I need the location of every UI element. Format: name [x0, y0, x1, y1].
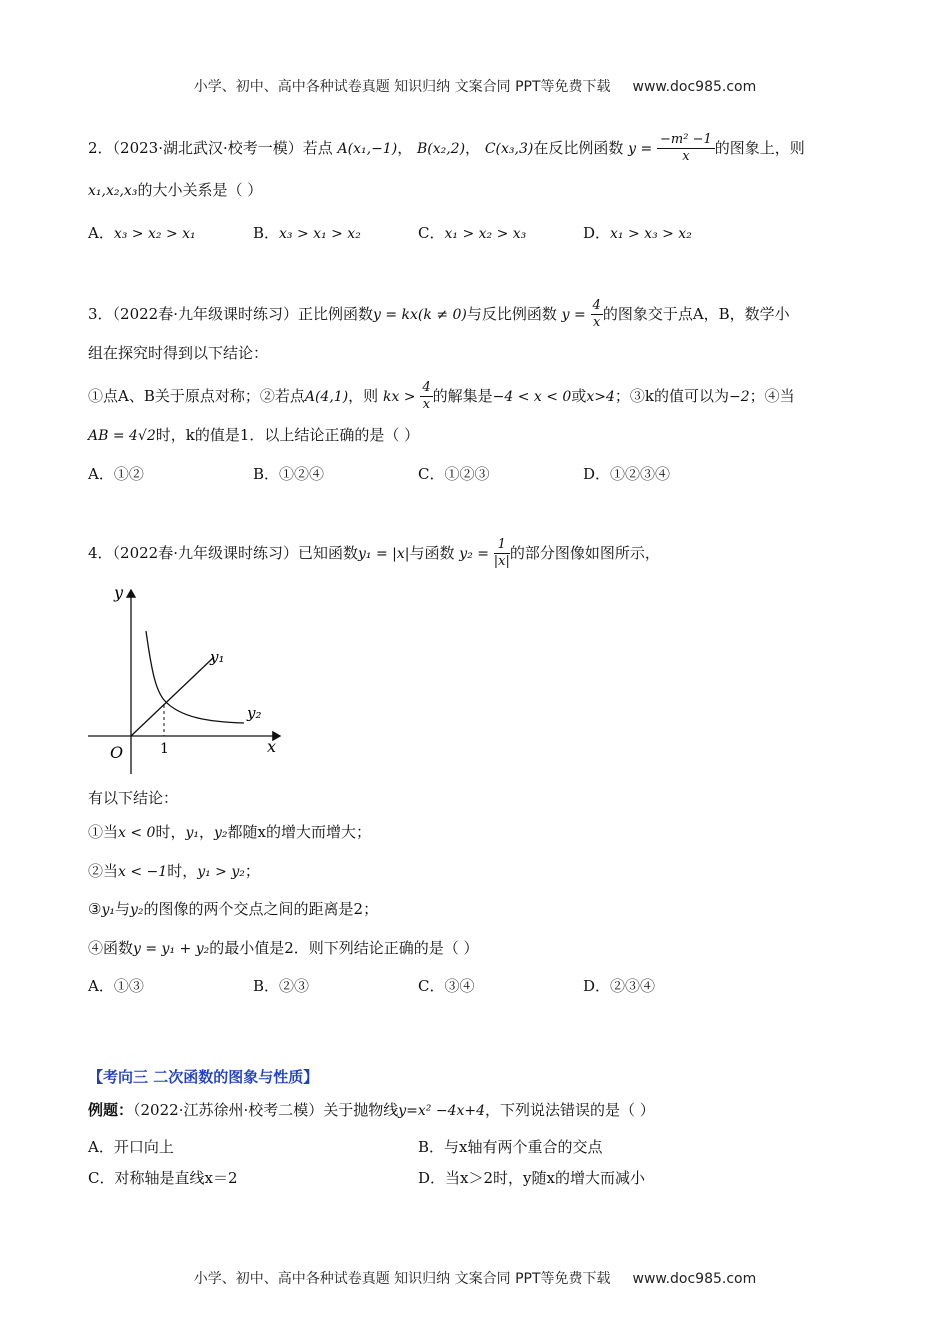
- example-label: 例题：: [88, 1101, 134, 1119]
- q2-option-b[interactable]: B．x₃ > x₁ > x₂: [253, 224, 361, 242]
- example-line: [88, 1101, 655, 1121]
- q3-func2-fraction: [591, 298, 603, 332]
- q4-conclusion-3: ③y₁与y₂的图像的两个交点之间的距离是2；: [88, 900, 379, 918]
- q4-func2-numerator: 1: [494, 537, 510, 554]
- q4-func2-fraction: [494, 537, 510, 571]
- q4-line1: [88, 537, 660, 571]
- example-option-c[interactable]: C．对称轴是直线x＝2: [88, 1169, 238, 1187]
- q3-func2-lhs: y =: [561, 306, 586, 323]
- q3-l3-a: ①点A、B关于原点对称；②若点: [88, 386, 305, 405]
- example-option-d[interactable]: D．当x＞2时，y随x的增大而减小: [418, 1169, 645, 1187]
- q2-line2: [88, 181, 262, 201]
- y2-label: y₂: [247, 704, 262, 722]
- q3-l3-f: ；④当: [749, 386, 795, 405]
- q2-func-numerator: −m² −1: [657, 132, 715, 149]
- q2-point-c: C(x₃,3): [484, 140, 534, 157]
- q3-func2-numerator: 4: [591, 298, 603, 315]
- q2-vars: x₁,x₂,x₃: [88, 183, 138, 199]
- y2-curve: [146, 631, 244, 723]
- q3-ineq-denominator: x: [422, 397, 431, 413]
- q4-graph: [84, 578, 294, 778]
- q2-line1: 2．（2023·湖北武汉·校考一模）若点 A(x₁,−1)， B(x₂,2)， C(x₃,3)在反比例函数 y = $\frac{\text{−m² −1}}{x}$ 的图象上，则: [88, 132, 805, 165]
- q3-l3-b: ，则: [348, 386, 379, 405]
- q2-question: 的大小关系是（ ）: [137, 181, 263, 199]
- q2-point-b: B(x₂,2): [416, 140, 466, 157]
- q3-question: 时，k的值是1．以上结论正确的是（ ）: [155, 426, 420, 444]
- q3-ineq-fraction: [420, 380, 432, 414]
- section-title: 【考向三 二次函数的图象与性质】: [88, 1068, 319, 1086]
- q3-line2: 组在探究时得到以下结论：: [88, 344, 269, 362]
- q3-line3: [88, 380, 795, 414]
- q3-l3-d: 或: [571, 386, 587, 405]
- q3-func2-denominator: x: [593, 315, 601, 331]
- footer-text: 小学、初中、高中各种试卷真题 知识归纳 文案合同 PPT等免费下载: [193, 1271, 611, 1287]
- page-header: [0, 76, 950, 96]
- q4-option-b[interactable]: B．②③: [253, 977, 310, 995]
- q4-func2-lhs: y₂ =: [459, 545, 489, 562]
- footer-url[interactable]: www.doc985.com: [632, 1271, 757, 1287]
- q4-suffix: 的部分图像如图所示，: [509, 543, 660, 562]
- header-url[interactable]: www.doc985.com: [632, 79, 757, 95]
- q4-conclusion-1: ①当x < 0时，y₁，y₂都随x的增大而增大；: [88, 823, 372, 841]
- example-stem: （2022·江苏徐州·校考二模）关于抛物线: [133, 1101, 399, 1119]
- header-text: 小学、初中、高中各种试卷真题 知识归纳 文案合同 PPT等免费下载: [193, 79, 611, 95]
- q2-option-d[interactable]: D．x₁ > x₃ > x₂: [583, 224, 692, 242]
- q3-line1: [88, 298, 790, 332]
- example-equation: y=x² −4x+4: [398, 1103, 486, 1119]
- x-axis-label: x: [267, 737, 277, 756]
- q3-k-value: −2: [728, 388, 750, 405]
- origin-label: O: [110, 743, 124, 762]
- q3-solution-1: −4 < x < 0: [492, 388, 572, 405]
- q3-option-a[interactable]: A．①②: [88, 465, 144, 483]
- q3-ineq-lhs: kx >: [382, 388, 416, 405]
- example-option-b[interactable]: B．与x轴有两个重合的交点: [418, 1138, 603, 1156]
- q2-option-c[interactable]: C．x₁ > x₂ > x₃: [418, 224, 527, 242]
- q2-stem: 2．（2023·湖北武汉·校考一模）若点: [88, 138, 333, 157]
- y-axis-label: y: [114, 583, 124, 602]
- example-option-a[interactable]: A．开口向上: [88, 1138, 174, 1156]
- q4-intro: 有以下结论：: [88, 789, 179, 807]
- q2-mid: 在反比例函数: [533, 138, 624, 157]
- y1-label: y₁: [210, 648, 225, 666]
- q3-mid: 与反比例函数: [466, 304, 557, 323]
- q3-option-b[interactable]: B．①②④: [253, 465, 325, 483]
- q3-option-d[interactable]: D．①②③④: [583, 465, 671, 483]
- example-question: ，下列说法错误的是（ ）: [485, 1101, 655, 1119]
- q2-func-lhs: y =: [628, 140, 653, 157]
- q4-option-d[interactable]: D．②③④: [583, 977, 656, 995]
- q4-mid: 与函数: [409, 543, 455, 562]
- q3-ineq-numerator: 4: [420, 380, 432, 397]
- q2-option-a[interactable]: A．x₃ > x₂ > x₁: [88, 224, 196, 242]
- q3-l3-e: ；③k的值可以为: [614, 386, 729, 405]
- q4-option-c[interactable]: C．③④: [418, 977, 475, 995]
- q2-point-a: A(x₁,−1): [337, 140, 398, 157]
- q4-option-a[interactable]: A．①③: [88, 977, 144, 995]
- q4-conclusion-2: ②当x < −1时，y₁ > y₂；: [88, 862, 260, 880]
- q3-stem: 3．（2022春·九年级课时练习）正比例函数: [88, 304, 373, 323]
- q4-stem: 4．（2022春·九年级课时练习）已知函数: [88, 543, 358, 562]
- q4-func1: y₁ = |x|: [358, 545, 410, 562]
- q3-suffix: 的图象交于点A，B，数学小: [602, 304, 790, 323]
- q4-func2-denominator: |x|: [493, 554, 510, 570]
- q2-func-denominator: x: [682, 149, 690, 165]
- q3-func1: y = kx(k ≠ 0): [373, 306, 467, 323]
- q3-point: A(4,1): [304, 388, 349, 405]
- q2-suffix: 的图象上，则: [714, 138, 805, 157]
- q3-l3-c: 的解集是: [432, 386, 493, 405]
- q4-conclusion-4: ④函数y = y₁ + y₂的最小值是2．则下列结论正确的是（ ）: [88, 939, 479, 957]
- q3-option-c[interactable]: C．①②③: [418, 465, 490, 483]
- page-footer: [0, 1268, 950, 1288]
- y1-line: [131, 657, 214, 736]
- q3-solution-2: x>4: [586, 388, 615, 405]
- tick-label-1: 1: [160, 741, 169, 757]
- q3-line4: [88, 426, 419, 446]
- q3-ab-equation: AB = 4√2: [88, 428, 156, 444]
- q2-func-fraction: [657, 132, 715, 166]
